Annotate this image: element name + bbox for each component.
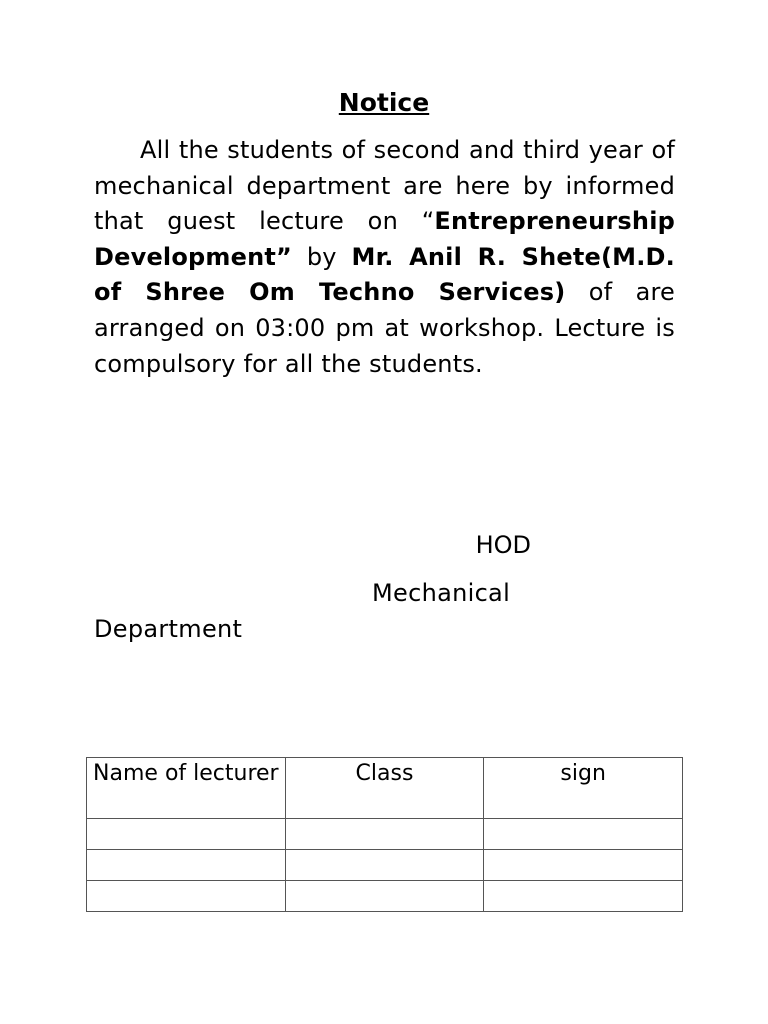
table-cell: [87, 881, 286, 912]
notice-body: [94, 133, 675, 382]
lecture-topic: Entrepreneurship Development”: [94, 207, 675, 271]
header-sign: sign: [484, 758, 683, 819]
signature-department: Mechanical Department: [94, 579, 511, 643]
table-cell: [484, 819, 683, 850]
speaker-name: Mr. Anil R. Shete(M.D. of Shree Om Techno Services): [94, 242, 675, 307]
header-name-of-lecturer: Name of lecturer: [87, 758, 286, 819]
table-cell: [87, 850, 286, 881]
table-cell: [285, 850, 484, 881]
body-text-intro: All the students of second and third year of mechanical department are here by informed that guest lecture on “: [94, 136, 675, 236]
notice-title: Notice: [338, 88, 430, 117]
table-cell: [285, 881, 484, 912]
attendance-table: [86, 757, 683, 912]
body-text-details: of are arranged on 03:00 pm at workshop. Lecture is compulsory for all the students.: [94, 278, 676, 378]
table-row: [87, 850, 683, 881]
body-text-by: by: [292, 242, 352, 271]
table-cell: [87, 819, 286, 850]
table-cell: [484, 850, 683, 881]
table-row: [87, 881, 683, 912]
header-class: Class: [285, 758, 484, 819]
signature-role: HOD: [475, 531, 531, 559]
table-header-row: [87, 758, 683, 819]
table-cell: [484, 881, 683, 912]
table-cell: [285, 819, 484, 850]
table-row: [87, 819, 683, 850]
